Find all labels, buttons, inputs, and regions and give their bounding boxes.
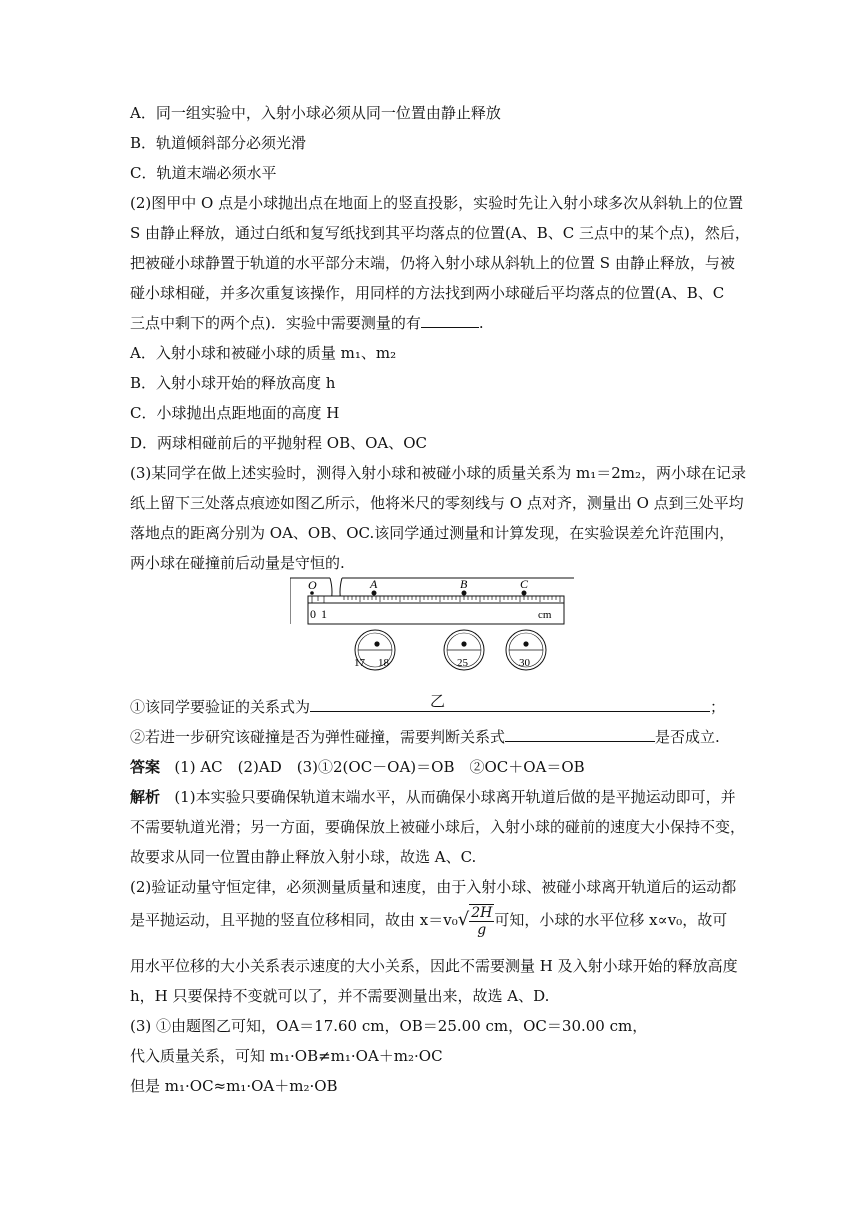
period: . [478, 314, 484, 332]
answer-blank-2 [421, 313, 479, 328]
question-3-line-1: (3)某同学在做上述实验时，测得入射小球和被碰小球的质量关系为 m₁＝2m₂，两小球在记录 [130, 464, 747, 482]
sub-question-2-text: ②若进一步研究该碰撞是否为弹性碰撞，需要判断关系式 [130, 728, 506, 746]
explanation-text-1: (1)本实验只要确保轨道末端水平，从而确保小球离开轨道后做的是平抛运动即可，并 [174, 788, 736, 806]
label-b: B [460, 577, 468, 591]
point-a-mark [372, 591, 377, 596]
question-2-text: 三点中剩下的两个点)．实验中需要测量的有 [130, 314, 421, 332]
magnifier-1 [354, 630, 395, 670]
magnifier-2-label: 25 [457, 657, 468, 669]
explanation-text-5a: 是平抛运动，且平抛的竖直位移相同，故由 x＝v₀ [130, 911, 458, 929]
choice-b: B．入射小球开始的释放高度 h [130, 374, 336, 392]
question-2-line-5 [130, 313, 484, 333]
sub-question-2 [130, 727, 720, 747]
explanation-line-5 [130, 903, 727, 938]
sqrt-icon: √ [457, 909, 470, 930]
magnifier-2 [444, 630, 484, 670]
answer-text: (1) AC (2)AD (3)①2(OC－OA)＝OB ②OC＋OA＝OB [174, 758, 585, 776]
sub-question-1 [130, 697, 725, 717]
explanation-line-8: (3) ①由题图乙可知，OA＝17.60 cm，OB＝25.00 cm，OC＝30.00 cm， [130, 1017, 648, 1035]
answer-blank-3a [310, 697, 710, 712]
explanation-line-1 [130, 787, 736, 807]
question-2-line-2: S 由静止释放，通过白纸和复写纸找到其平均落点的位置(A、B、C 三点中的某个点)，然后， [130, 224, 750, 242]
explanation-line-2: 不需要轨道光滑；另一方面，要确保放上被碰小球后，入射小球的碰前的速度大小保持不变， [130, 818, 746, 836]
magnifier-3 [506, 630, 546, 670]
option-a-line: A．同一组实验中，入射小球必须从同一位置由静止释放 [130, 104, 501, 122]
explanation-line-4: (2)验证动量守恒定律，必须测量质量和速度，由于入射小球、被碰小球离开轨道后的运动都 [130, 878, 737, 896]
question-2-line-4: 碰小球相碰，并多次重复该操作，用同样的方法找到两小球碰后平均落点的位置(A、B、C [130, 284, 725, 302]
point-c-mark [522, 591, 527, 596]
choice-a: A．入射小球和被碰小球的质量 m₁、m₂ [130, 344, 397, 362]
figure-caption: 乙 [430, 692, 446, 710]
question-3-line-2: 纸上留下三处落点痕迹如图乙所示，他将米尺的零刻线与 O 点对齐，测量出 O 点到三处平均 [130, 494, 744, 512]
fraction-denominator: g [477, 922, 487, 938]
unit-label: cm [538, 609, 552, 621]
question-2-line-3: 把被碰小球静置于轨道的水平部分末端，仍将入射小球从斜轨上的位置 S 由静止释放，与被 [130, 254, 735, 272]
answer-blank-3b [505, 727, 655, 742]
tick-label-1: 1 [321, 607, 327, 621]
label-a: A [370, 577, 378, 591]
label-o: O [308, 578, 317, 592]
explanation-line-3: 故要求从同一位置由静止释放入射小球，故选 A、C. [130, 848, 477, 866]
question-2-line-1: (2)图甲中 O 点是小球抛出点在地面上的竖直投影，实验时先让入射小球多次从斜轨上的位置 [130, 194, 744, 212]
fraction [469, 904, 494, 938]
explanation-text-5b: 可知，小球的水平位移 x∝v₀，故可 [494, 911, 728, 929]
answer-line [130, 757, 585, 777]
sub-question-2-tail: 是否成立. [655, 728, 720, 746]
point-b-mark [462, 591, 467, 596]
choice-d: D．两球相碰前后的平抛射程 OB、OA、OC [130, 434, 428, 452]
explanation-line-9: 代入质量关系，可知 m₁·OB≠m₁·OA＋m₂·OC [130, 1047, 443, 1065]
magnifier-1-label-a: 17 [354, 657, 365, 669]
option-b-line: B．轨道倾斜部分必须光滑 [130, 134, 307, 152]
question-3-line-3: 落地点的距离分别为 OA、OB、OC.该同学通过测量和计算发现，在实验误差允许范围内， [130, 524, 735, 542]
label-c: C [520, 577, 529, 591]
explanation-line-6: 用水平位移的大小关系表示速度的大小关系，因此不需要测量 H 及入射小球开始的释放高度 [130, 957, 738, 975]
magnifier-1-label-b: 18 [378, 657, 389, 669]
tick-label-0: 0 [310, 607, 316, 621]
answer-label: 答案 [130, 758, 161, 776]
magnifier-3-label: 30 [519, 657, 530, 669]
fraction-numerator: 2H [471, 905, 493, 921]
semicolon: ； [710, 698, 726, 716]
choice-c: C．小球抛出点距地面的高度 H [130, 404, 340, 422]
sub-question-1-text: ①该同学要验证的关系式为 [130, 698, 311, 716]
explanation-line-7: h，H 只要保持不变就可以了，并不需要测量出来，故选 A、D. [130, 987, 550, 1005]
explanation-line-10: 但是 m₁·OC≈m₁·OA＋m₂·OB [130, 1077, 338, 1095]
option-c-line: C．轨道末端必须水平 [130, 164, 277, 182]
explanation-label: 解析 [130, 788, 161, 806]
question-3-line-4: 两小球在碰撞前后动量是守恒的. [130, 554, 345, 572]
